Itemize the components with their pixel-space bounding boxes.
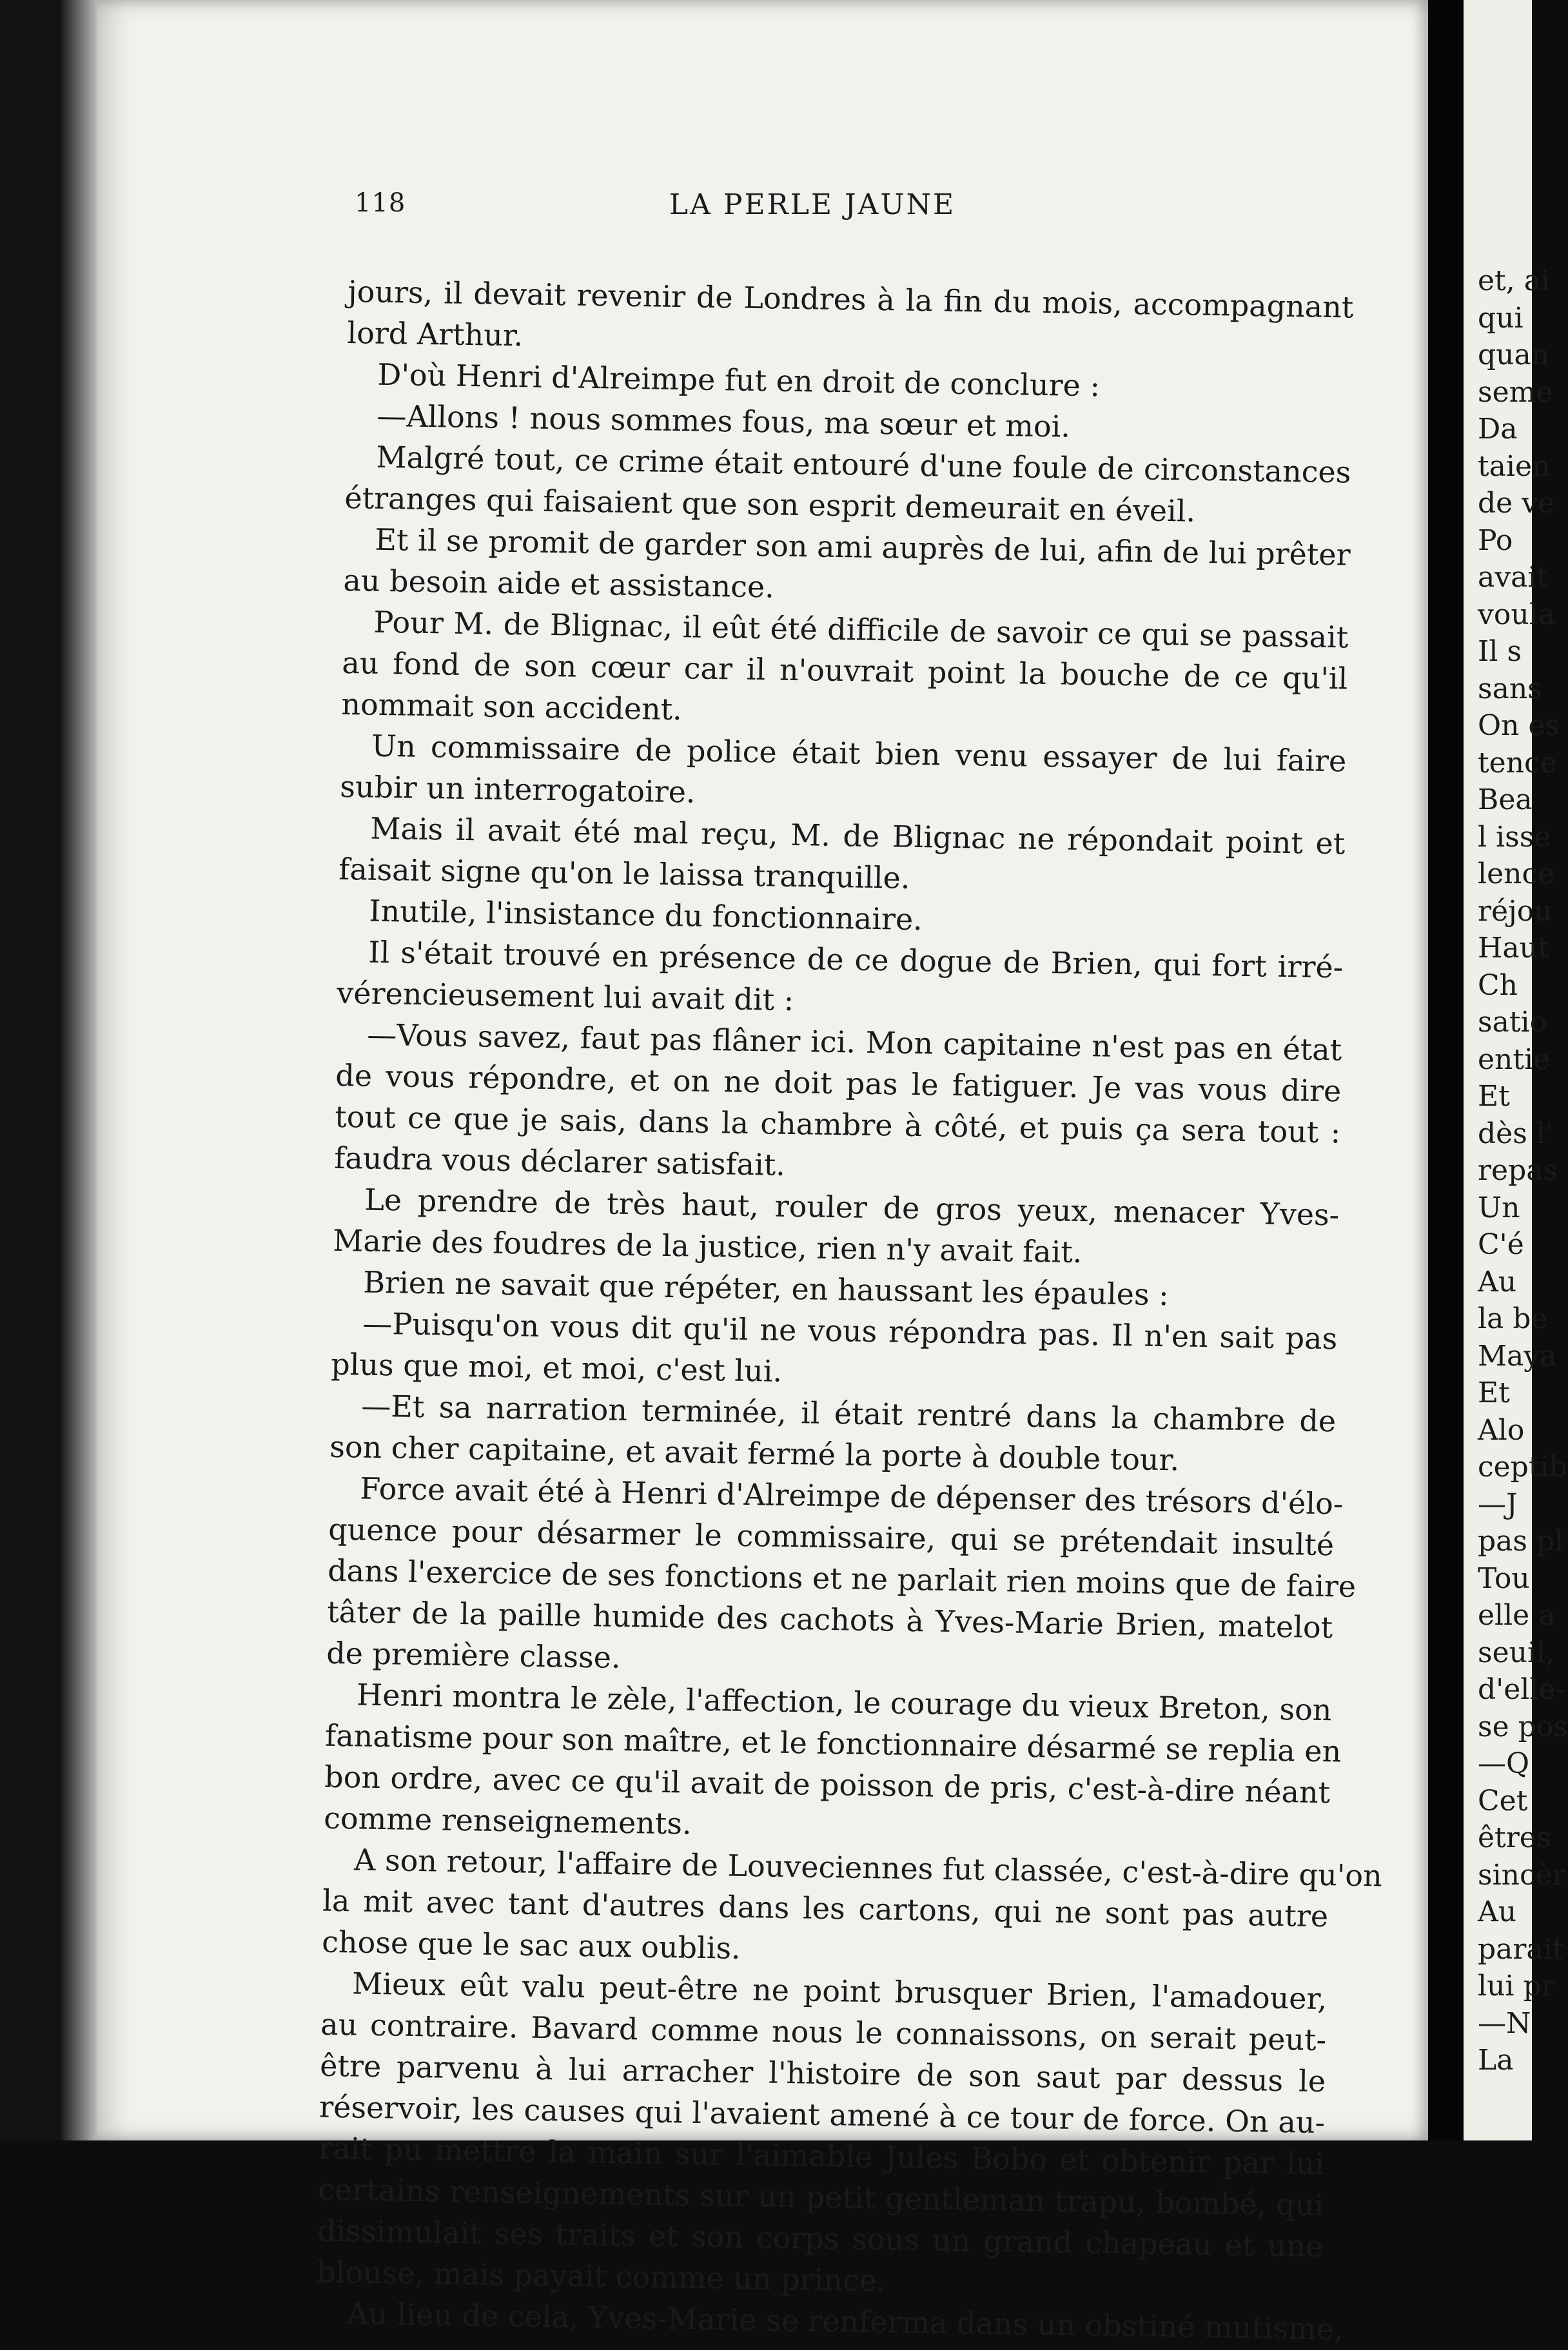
text-line: blouse, mais payait comme un prince. bbox=[316, 2254, 887, 2298]
next-page-line: Bea bbox=[1478, 783, 1533, 816]
next-page-line: C'é bbox=[1478, 1228, 1524, 1261]
next-page-line: qui bbox=[1478, 301, 1524, 335]
text-line: réservoir, les causes qui l'avaient amené à ce tour de force. On au- bbox=[318, 2089, 1326, 2140]
text-line: de vous répondre, et on ne doit pas le fatiguer. Je vas vous dire bbox=[335, 1057, 1342, 1109]
text-line: chose que le sac aux oublis. bbox=[321, 1924, 741, 1966]
next-page-line: Po bbox=[1478, 524, 1513, 557]
text-line: Pour M. de Blignac, il eût été difficile de savoir ce qui se passait bbox=[373, 604, 1349, 655]
text-line: plus que moi, et moi, c'est lui. bbox=[330, 1346, 783, 1389]
text-line: faisait signe qu'on le laissa tranquille. bbox=[338, 851, 910, 896]
text-line: nommait son accident. bbox=[341, 686, 683, 727]
running-title: LA PERLE JAUNE bbox=[669, 188, 956, 221]
text-line: D'où Henri d'Alreimpe fut en droit de conclure : bbox=[377, 357, 1101, 404]
next-page-line: avait bbox=[1478, 561, 1549, 594]
text-line: subir un interrogatoire. bbox=[340, 769, 696, 810]
next-page-line: Maya bbox=[1478, 1339, 1557, 1373]
page-edge-shadow bbox=[61, 0, 97, 2140]
next-page-line: taien bbox=[1478, 449, 1551, 483]
text-line: Il s'était trouvé en présence de ce dogue de Brien, qui fort irré- bbox=[368, 934, 1344, 985]
text-line: Mais il avait été mal reçu, M. de Blignac ne répondait point et bbox=[369, 810, 1346, 861]
next-page-line: Haut bbox=[1478, 932, 1549, 964]
next-page-line: sans bbox=[1478, 672, 1542, 705]
page-header bbox=[258, 188, 1367, 246]
text-line: Et il se promit de garder son ami auprès de lui, afin de lui prêter bbox=[375, 522, 1351, 573]
text-line: —Et sa narration terminée, il était rentré dans la chambre de bbox=[360, 1388, 1337, 1439]
next-page-line: La bbox=[1478, 2044, 1514, 2077]
text-line: la mit avec tant d'autres dans les cartons, qui ne sont pas autre bbox=[322, 1883, 1329, 1934]
text-line: de première classe. bbox=[326, 1635, 621, 1675]
book-gutter bbox=[1428, 0, 1464, 2140]
text-line: quence pour désarmer le commissaire, qui se prétendait insulté bbox=[328, 1511, 1335, 1563]
next-page-line: lui pr bbox=[1478, 1970, 1555, 2002]
next-page-line: pas pl bbox=[1478, 1525, 1564, 1558]
text-line: Au lieu de cela, Yves-Marie se renferma dans un obstiné mutisme, bbox=[346, 2296, 1344, 2347]
next-page-line: tence bbox=[1478, 746, 1557, 779]
page-number: 118 bbox=[355, 188, 406, 218]
next-page-line: sincèr bbox=[1478, 1858, 1566, 1892]
text-line: A son retour, l'affaire de Louveciennes fut classée, c'est-à-dire qu'on bbox=[353, 1842, 1383, 1894]
next-page-line: Cet bbox=[1478, 1784, 1528, 1817]
text-line: Inutile, l'insistance du fonctionnaire. bbox=[368, 893, 923, 937]
text-line: fanatisme pour son maître, et le fonctionnaire désarmé se replia en bbox=[324, 1718, 1342, 1769]
text-line: être parvenu à lui arracher l'histoire de son saut par dessus le bbox=[319, 2048, 1326, 2099]
text-line: comme renseignements. bbox=[323, 1800, 692, 1841]
text-line: rait pu mettre la main sur l'aimable Jules Bobo et obtenir par lui bbox=[318, 2130, 1325, 2182]
text-line: son cher capitaine, et avait fermé la porte à double tour. bbox=[329, 1429, 1180, 1478]
next-page-line: Tou bbox=[1478, 1562, 1530, 1595]
next-page-line: Alo bbox=[1478, 1413, 1525, 1447]
next-page-line: d'elle- bbox=[1478, 1673, 1565, 1706]
text-line: Le prendre de très haut, rouler de gros yeux, menacer Yves- bbox=[364, 1182, 1340, 1233]
next-page-line: repas bbox=[1478, 1154, 1558, 1187]
next-page-line: Et bbox=[1478, 1376, 1510, 1409]
text-line: —Vous savez, faut pas flâner ici. Mon capitaine n'est pas en état bbox=[366, 1017, 1342, 1068]
next-page-line: êtres bbox=[1478, 1821, 1551, 1854]
next-page-line: voula bbox=[1478, 598, 1555, 631]
body-text bbox=[316, 271, 1383, 2349]
next-page-line: Au bbox=[1478, 1895, 1517, 1928]
adjacent-page-fragment bbox=[1464, 0, 1568, 2140]
next-page-line: se pos bbox=[1478, 1710, 1568, 1743]
next-page-line: dès l' bbox=[1478, 1117, 1553, 1150]
text-line: Marie des foudres de la justice, rien n'y avait fait. bbox=[332, 1222, 1083, 1270]
next-page-line: Et bbox=[1478, 1080, 1510, 1113]
text-line: certains renseignements sur un petit gentleman trapu, bombé, qui bbox=[317, 2171, 1324, 2223]
next-page-line: réjou bbox=[1478, 894, 1553, 928]
next-page-line: —J bbox=[1478, 1487, 1518, 1521]
text-line: lord Arthur. bbox=[347, 315, 524, 353]
text-line: jours, il devait revenir de Londres à la fin du mois, accompagnant bbox=[348, 273, 1354, 325]
next-page-line: Il s bbox=[1478, 635, 1522, 668]
text-line: —Allons ! nous sommes fous, ma sœur et moi. bbox=[377, 398, 1071, 444]
text-line: —Puisqu'on vous dit qu'il ne vous répondra pas. Il n'en sait pas bbox=[362, 1306, 1338, 1356]
text-line: faudra vous déclarer satisfait. bbox=[333, 1140, 786, 1182]
next-page-line: la be bbox=[1478, 1302, 1548, 1335]
text-line: Mieux eût valu peut-être ne point brusquer Brien, l'amadouer, bbox=[351, 1966, 1328, 2017]
next-page-line: elle a bbox=[1478, 1599, 1556, 1632]
next-page-line: l isse bbox=[1478, 820, 1551, 854]
text-line: bon ordre, avec ce qu'il avait de poisson de pris, c'est-à-dire néant bbox=[324, 1759, 1331, 1810]
next-page-line: ceptib bbox=[1478, 1451, 1567, 1483]
next-page-line: lence bbox=[1478, 857, 1555, 890]
text-line: Force avait été à Henri d'Alreimpe de dépenser des trésors d'élo- bbox=[359, 1471, 1344, 1522]
next-page-line: et, ai bbox=[1478, 264, 1550, 297]
next-page-line: satio bbox=[1478, 1006, 1547, 1039]
text-line: au besoin aide et assistance. bbox=[343, 562, 775, 605]
text-line: au contraire. Bavard comme nous le connaissons, on serait peut- bbox=[320, 2006, 1327, 2058]
next-page-line: seuil, bbox=[1478, 1636, 1555, 1669]
next-page-line: —Q bbox=[1478, 1747, 1530, 1780]
text-line: tout ce que je sais, dans la chambre à côté, et puis ça sera tout : bbox=[334, 1099, 1341, 1150]
next-page-line: Un bbox=[1478, 1191, 1520, 1224]
next-page-line: entie bbox=[1478, 1043, 1551, 1076]
next-page-line: —N bbox=[1478, 2006, 1531, 2040]
next-page-line: On es bbox=[1478, 709, 1560, 742]
text-line: dans l'exercice de ses fonctions et ne parlait rien moins que de faire bbox=[327, 1552, 1357, 1604]
next-page-line: de ve bbox=[1478, 487, 1555, 520]
text-line: Henri montra le zèle, l'affection, le courage du vieux Breton, son bbox=[356, 1677, 1332, 1728]
next-page-line: parait bbox=[1478, 1932, 1564, 1966]
text-line: Malgré tout, ce crime était entouré d'une foule de circonstances bbox=[376, 439, 1351, 490]
text-line: au fond de son cœur car il n'ouvrait point la bouche de ce qu'il bbox=[342, 645, 1348, 696]
text-line: Brien ne savait que répéter, en haussant les épaules : bbox=[362, 1264, 1170, 1313]
text-line: Un commissaire de police était bien venu essayer de lui faire bbox=[371, 728, 1347, 779]
text-line: dissimulait ses traits et son corps sous un grand chapeau et une bbox=[317, 2213, 1324, 2264]
next-page-line: Da bbox=[1478, 413, 1518, 446]
text-line: étranges qui faisaient que son esprit demeurait en éveil. bbox=[344, 480, 1196, 529]
next-page-line: Au bbox=[1478, 1265, 1517, 1298]
next-page-line: seme bbox=[1478, 375, 1553, 409]
text-line: tâter de la paille humide des cachots à Yves-Marie Brien, matelot bbox=[326, 1594, 1333, 1645]
text-line: vérencieusement lui avait dit : bbox=[336, 975, 794, 1017]
next-page-line: quan bbox=[1478, 338, 1550, 371]
next-page-line: Ch bbox=[1478, 968, 1518, 1002]
